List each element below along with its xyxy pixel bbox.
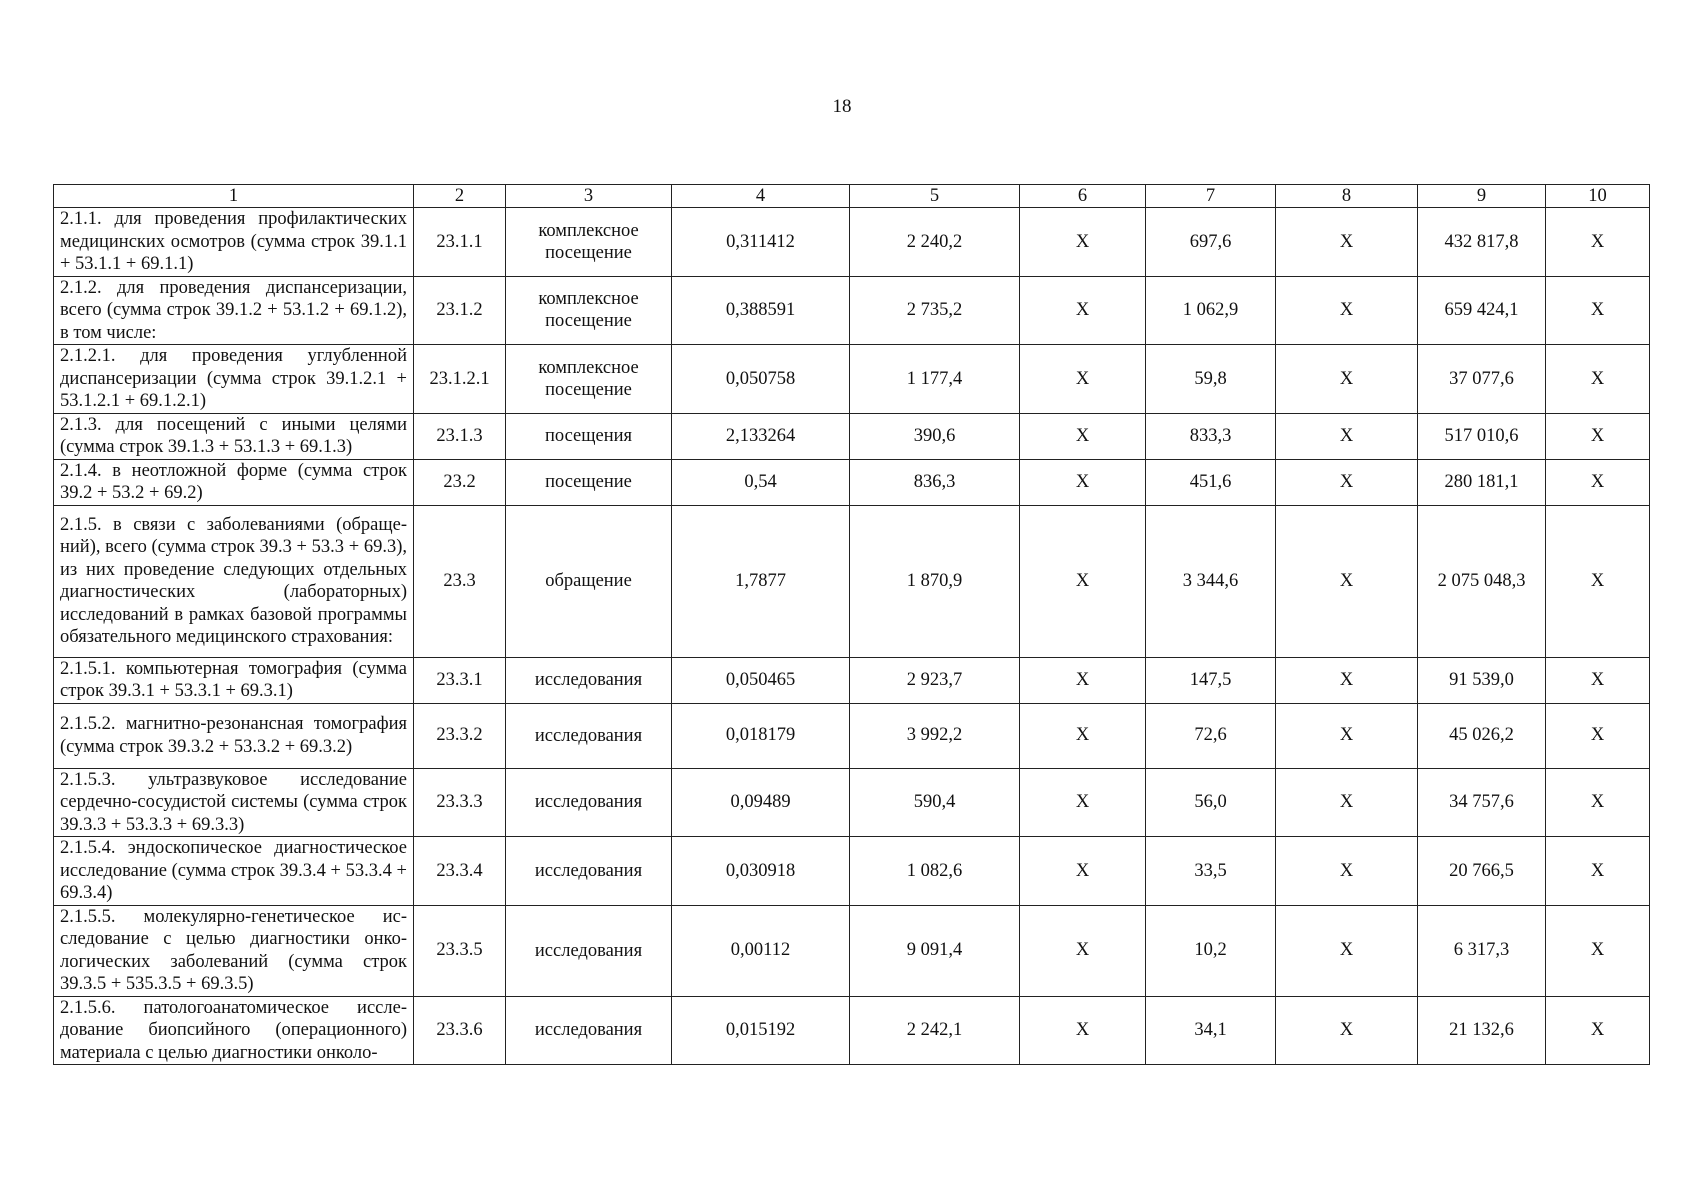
col5-cell: 3 992,2 bbox=[850, 703, 1020, 768]
code-cell: 23.1.3 bbox=[414, 413, 506, 459]
code-cell: 23.2 bbox=[414, 459, 506, 505]
table-row bbox=[54, 345, 1650, 414]
col4-cell: 0,54 bbox=[672, 459, 850, 505]
col8-cell: Х bbox=[1276, 768, 1418, 837]
header-cell: 4 bbox=[672, 185, 850, 208]
col8-cell: Х bbox=[1276, 905, 1418, 996]
header-cell: 6 bbox=[1020, 185, 1146, 208]
col8-cell: Х bbox=[1276, 996, 1418, 1065]
unit-cell: посещения bbox=[506, 413, 672, 459]
description-cell: 2.1.5.3. ультразвуковое исследование сердечно-сосудистой системы (сумма строк 39.3.3 + 53.3.3 + 69.3.3) bbox=[54, 768, 414, 837]
col6-cell: Х bbox=[1020, 459, 1146, 505]
col8-cell: Х bbox=[1276, 703, 1418, 768]
col4-cell: 0,00112 bbox=[672, 905, 850, 996]
header-cell: 7 bbox=[1146, 185, 1276, 208]
col10-cell: Х bbox=[1546, 413, 1650, 459]
description-cell: 2.1.5. в связи с заболеваниями (обращений), всего (сумма строк 39.3 + 53.3 + 69.3), из них проведение следующих отдельных диагностических (лабораторных) исследований в рамках базовой программы обязательного медицинского страхования: bbox=[54, 505, 414, 657]
col7-cell: 56,0 bbox=[1146, 768, 1276, 837]
col5-cell: 9 091,4 bbox=[850, 905, 1020, 996]
col9-cell: 280 181,1 bbox=[1418, 459, 1546, 505]
col5-cell: 2 735,2 bbox=[850, 276, 1020, 345]
col7-cell: 34,1 bbox=[1146, 996, 1276, 1065]
col4-cell: 0,015192 bbox=[672, 996, 850, 1065]
col5-cell: 836,3 bbox=[850, 459, 1020, 505]
description-cell: 2.1.5.5. молекулярно-генетическое исследование с целью диагностики онкологических заболеваний (сумма строк 39.3.5 + 535.3.5 + 69.3.5) bbox=[54, 905, 414, 996]
table-row bbox=[54, 413, 1650, 459]
code-cell: 23.3.5 bbox=[414, 905, 506, 996]
unit-cell: исследования bbox=[506, 996, 672, 1065]
col7-cell: 59,8 bbox=[1146, 345, 1276, 414]
unit-cell: исследования bbox=[506, 768, 672, 837]
col10-cell: Х bbox=[1546, 208, 1650, 277]
unit-cell: исследования bbox=[506, 657, 672, 703]
unit-cell: посещение bbox=[506, 459, 672, 505]
code-cell: 23.3.6 bbox=[414, 996, 506, 1065]
col8-cell: Х bbox=[1276, 345, 1418, 414]
col6-cell: Х bbox=[1020, 276, 1146, 345]
col6-cell: Х bbox=[1020, 768, 1146, 837]
col6-cell: Х bbox=[1020, 208, 1146, 277]
code-cell: 23.3.3 bbox=[414, 768, 506, 837]
header-cell: 9 bbox=[1418, 185, 1546, 208]
col8-cell: Х bbox=[1276, 459, 1418, 505]
description-cell: 2.1.5.6. патологоанатомическое исследование биопсийного (операционного) материала с целью диагностики онколо- bbox=[54, 996, 414, 1065]
col7-cell: 33,5 bbox=[1146, 837, 1276, 906]
col9-cell: 45 026,2 bbox=[1418, 703, 1546, 768]
col7-cell: 3 344,6 bbox=[1146, 505, 1276, 657]
col6-cell: Х bbox=[1020, 996, 1146, 1065]
col4-cell: 0,09489 bbox=[672, 768, 850, 837]
header-row bbox=[54, 185, 1650, 208]
col10-cell: Х bbox=[1546, 996, 1650, 1065]
description-cell: 2.1.4. в неотложной форме (сумма строк 39.2 + 53.2 + 69.2) bbox=[54, 459, 414, 505]
col4-cell: 0,018179 bbox=[672, 703, 850, 768]
description-cell: 2.1.5.4. эндоскопическое диагностическое исследование (сумма строк 39.3.4 + 53.3.4 + 69.3.4) bbox=[54, 837, 414, 906]
header-cell: 5 bbox=[850, 185, 1020, 208]
col9-cell: 432 817,8 bbox=[1418, 208, 1546, 277]
description-cell: 2.1.5.1. компьютерная томография (сумма строк 39.3.1 + 53.3.1 + 69.3.1) bbox=[54, 657, 414, 703]
col10-cell: Х bbox=[1546, 703, 1650, 768]
header-cell: 2 bbox=[414, 185, 506, 208]
code-cell: 23.1.1 bbox=[414, 208, 506, 277]
col10-cell: Х bbox=[1546, 837, 1650, 906]
table-row bbox=[54, 996, 1650, 1065]
col9-cell: 21 132,6 bbox=[1418, 996, 1546, 1065]
col6-cell: Х bbox=[1020, 413, 1146, 459]
col4-cell: 0,311412 bbox=[672, 208, 850, 277]
code-cell: 23.1.2.1 bbox=[414, 345, 506, 414]
col10-cell: Х bbox=[1546, 276, 1650, 345]
code-cell: 23.3.1 bbox=[414, 657, 506, 703]
col9-cell: 91 539,0 bbox=[1418, 657, 1546, 703]
col9-cell: 20 766,5 bbox=[1418, 837, 1546, 906]
description-cell: 2.1.5.2. магнитно-резонансная томография (сумма строк 39.3.2 + 53.3.2 + 69.3.2) bbox=[54, 703, 414, 768]
col6-cell: Х bbox=[1020, 837, 1146, 906]
col5-cell: 2 923,7 bbox=[850, 657, 1020, 703]
col7-cell: 10,2 bbox=[1146, 905, 1276, 996]
col4-cell: 0,050758 bbox=[672, 345, 850, 414]
col5-cell: 2 240,2 bbox=[850, 208, 1020, 277]
col4-cell: 1,7877 bbox=[672, 505, 850, 657]
col9-cell: 6 317,3 bbox=[1418, 905, 1546, 996]
description-cell: 2.1.2.1. для проведения углубленной диспансеризации (сумма строк 39.1.2.1 + 53.1.2.1 + 69.1.2.1) bbox=[54, 345, 414, 414]
col10-cell: Х bbox=[1546, 657, 1650, 703]
col6-cell: Х bbox=[1020, 505, 1146, 657]
unit-cell: исследования bbox=[506, 905, 672, 996]
col7-cell: 833,3 bbox=[1146, 413, 1276, 459]
unit-cell: исследования bbox=[506, 837, 672, 906]
col10-cell: Х bbox=[1546, 905, 1650, 996]
description-cell: 2.1.3. для посещений с иными целями (сумма строк 39.1.3 + 53.1.3 + 69.1.3) bbox=[54, 413, 414, 459]
col8-cell: Х bbox=[1276, 657, 1418, 703]
col8-cell: Х bbox=[1276, 413, 1418, 459]
col9-cell: 659 424,1 bbox=[1418, 276, 1546, 345]
col6-cell: Х bbox=[1020, 905, 1146, 996]
unit-cell: обращение bbox=[506, 505, 672, 657]
table-row bbox=[54, 505, 1650, 657]
header-cell: 1 bbox=[54, 185, 414, 208]
table-row bbox=[54, 276, 1650, 345]
col5-cell: 390,6 bbox=[850, 413, 1020, 459]
table-row bbox=[54, 837, 1650, 906]
col10-cell: Х bbox=[1546, 459, 1650, 505]
table-row bbox=[54, 208, 1650, 277]
header-cell: 10 bbox=[1546, 185, 1650, 208]
header-cell: 3 bbox=[506, 185, 672, 208]
col4-cell: 0,030918 bbox=[672, 837, 850, 906]
table-row bbox=[54, 657, 1650, 703]
unit-cell: комплексное посещение bbox=[506, 276, 672, 345]
header-cell: 8 bbox=[1276, 185, 1418, 208]
col10-cell: Х bbox=[1546, 505, 1650, 657]
col5-cell: 1 177,4 bbox=[850, 345, 1020, 414]
col5-cell: 1 870,9 bbox=[850, 505, 1020, 657]
col7-cell: 697,6 bbox=[1146, 208, 1276, 277]
col10-cell: Х bbox=[1546, 768, 1650, 837]
col5-cell: 590,4 bbox=[850, 768, 1020, 837]
col8-cell: Х bbox=[1276, 276, 1418, 345]
page-number: 18 bbox=[832, 96, 852, 117]
table-row bbox=[54, 768, 1650, 837]
col8-cell: Х bbox=[1276, 837, 1418, 906]
col8-cell: Х bbox=[1276, 208, 1418, 277]
col5-cell: 1 082,6 bbox=[850, 837, 1020, 906]
code-cell: 23.3 bbox=[414, 505, 506, 657]
col9-cell: 34 757,6 bbox=[1418, 768, 1546, 837]
col4-cell: 0,388591 bbox=[672, 276, 850, 345]
col9-cell: 2 075 048,3 bbox=[1418, 505, 1546, 657]
unit-cell: комплексное посещение bbox=[506, 208, 672, 277]
col6-cell: Х bbox=[1020, 703, 1146, 768]
col4-cell: 2,133264 bbox=[672, 413, 850, 459]
table-row bbox=[54, 905, 1650, 996]
col7-cell: 1 062,9 bbox=[1146, 276, 1276, 345]
col8-cell: Х bbox=[1276, 505, 1418, 657]
data-table bbox=[53, 184, 1650, 1065]
col5-cell: 2 242,1 bbox=[850, 996, 1020, 1065]
col7-cell: 451,6 bbox=[1146, 459, 1276, 505]
code-cell: 23.3.2 bbox=[414, 703, 506, 768]
code-cell: 23.3.4 bbox=[414, 837, 506, 906]
description-cell: 2.1.2. для проведения диспансеризации, всего (сумма строк 39.1.2 + 53.1.2 + 69.1.2), в том числе: bbox=[54, 276, 414, 345]
col7-cell: 72,6 bbox=[1146, 703, 1276, 768]
unit-cell: исследования bbox=[506, 703, 672, 768]
unit-cell: комплексное посещение bbox=[506, 345, 672, 414]
col9-cell: 37 077,6 bbox=[1418, 345, 1546, 414]
col6-cell: Х bbox=[1020, 345, 1146, 414]
description-cell: 2.1.1. для проведения профилактических медицинских осмотров (сумма строк 39.1.1 + 53.1.1 + 69.1.1) bbox=[54, 208, 414, 277]
table-row bbox=[54, 459, 1650, 505]
code-cell: 23.1.2 bbox=[414, 276, 506, 345]
table-row bbox=[54, 703, 1650, 768]
col10-cell: Х bbox=[1546, 345, 1650, 414]
col7-cell: 147,5 bbox=[1146, 657, 1276, 703]
col9-cell: 517 010,6 bbox=[1418, 413, 1546, 459]
col4-cell: 0,050465 bbox=[672, 657, 850, 703]
col6-cell: Х bbox=[1020, 657, 1146, 703]
